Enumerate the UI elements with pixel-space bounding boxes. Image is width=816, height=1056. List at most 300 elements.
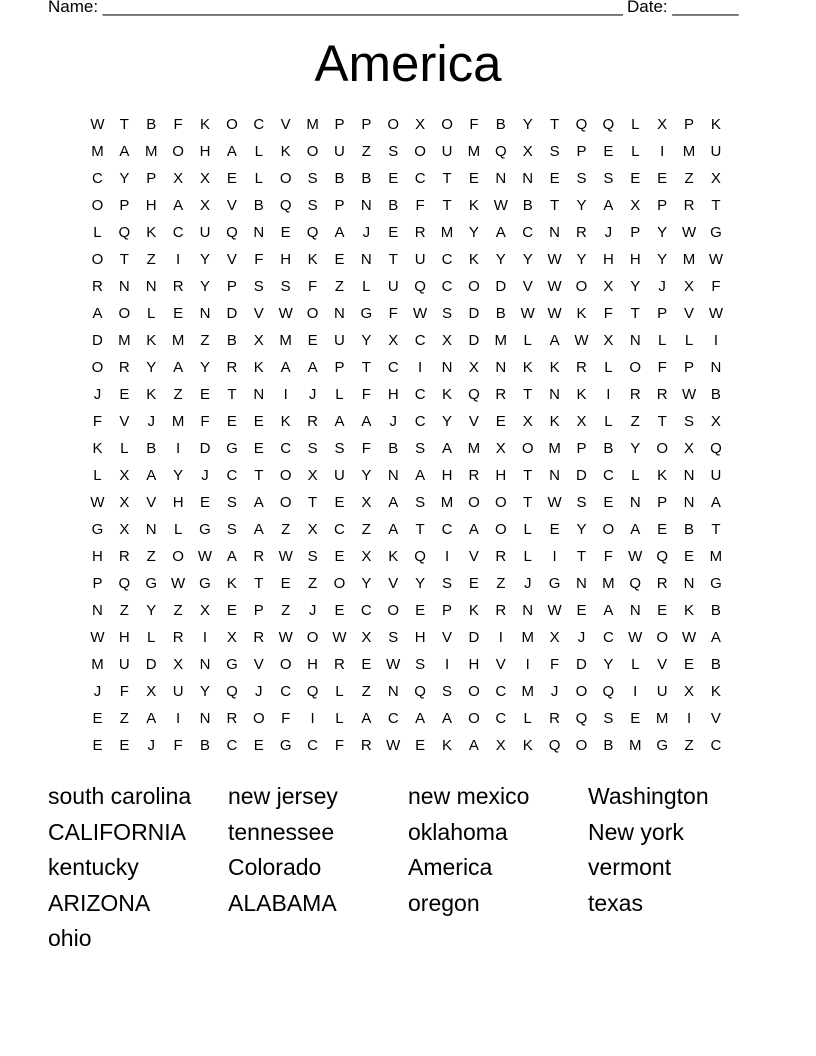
grid-cell: S bbox=[388, 143, 399, 160]
grid-cell: E bbox=[253, 440, 264, 457]
grid-cell: E bbox=[92, 710, 103, 727]
grid-cell: E bbox=[92, 737, 103, 754]
grid-cell: P bbox=[657, 197, 668, 214]
grid-cell: I bbox=[606, 386, 611, 403]
grid-cell: R bbox=[468, 467, 480, 484]
grid-row bbox=[84, 300, 729, 327]
grid-cell: X bbox=[522, 143, 533, 160]
grid-cell: X bbox=[495, 440, 506, 457]
grid-cell: W bbox=[547, 251, 562, 268]
grid-cell: N bbox=[145, 521, 157, 538]
grid-cell: G bbox=[279, 737, 292, 754]
grid-cell: Y bbox=[630, 440, 641, 457]
grid-cell: O bbox=[494, 521, 507, 538]
grid-cell: C bbox=[495, 683, 507, 700]
grid-cell: J bbox=[93, 386, 102, 403]
grid-cell: S bbox=[442, 683, 453, 700]
grid-cell: O bbox=[602, 521, 615, 538]
grid-cell: X bbox=[200, 602, 211, 619]
grid-cell: W bbox=[547, 305, 562, 322]
grid-cell: C bbox=[441, 278, 453, 295]
word-list-item: new jersey bbox=[228, 783, 338, 809]
grid-row bbox=[84, 138, 729, 165]
grid-cell: E bbox=[253, 413, 264, 430]
grid-row bbox=[84, 381, 729, 408]
grid-cell: S bbox=[280, 278, 291, 295]
grid-cell: L bbox=[523, 548, 532, 565]
grid-cell: T bbox=[119, 116, 129, 133]
grid-cell: K bbox=[388, 548, 399, 565]
word-list-item: ohio bbox=[48, 925, 92, 951]
grid-cell: B bbox=[495, 305, 506, 322]
grid-cell: N bbox=[683, 494, 695, 511]
grid-cell: Y bbox=[468, 224, 479, 241]
grid-cell: X bbox=[603, 332, 614, 349]
grid-cell: E bbox=[684, 548, 695, 565]
grid-cell: Q bbox=[414, 548, 426, 565]
grid-cell: T bbox=[523, 386, 533, 403]
grid-cell: E bbox=[495, 413, 506, 430]
grid-cell: K bbox=[468, 602, 479, 619]
grid-row bbox=[84, 192, 729, 219]
grid-cell: Q bbox=[118, 224, 131, 241]
grid-cell: W bbox=[278, 629, 293, 646]
grid-cell: M bbox=[171, 332, 185, 349]
grid-cell: T bbox=[550, 116, 560, 133]
grid-cell: E bbox=[549, 170, 560, 187]
grid-cell: R bbox=[92, 278, 103, 295]
grid-cell: W bbox=[413, 305, 428, 322]
grid-cell: K bbox=[468, 251, 479, 268]
grid-cell: R bbox=[495, 602, 507, 619]
grid-cell: I bbox=[310, 710, 315, 727]
grid-cell: E bbox=[603, 143, 614, 160]
grid-cell: M bbox=[655, 710, 669, 727]
grid-cell: J bbox=[147, 737, 155, 754]
grid-cell: Z bbox=[334, 278, 345, 295]
grid-cell: O bbox=[629, 359, 642, 376]
grid-cell: Y bbox=[576, 521, 587, 538]
grid-cell: M bbox=[521, 629, 534, 646]
grid-cell: B bbox=[710, 386, 721, 403]
grid-cell: T bbox=[711, 197, 721, 214]
grid-cell: E bbox=[253, 737, 264, 754]
grid-cell: E bbox=[549, 521, 560, 538]
grid-cell: G bbox=[199, 575, 211, 592]
grid-cell: R bbox=[307, 413, 318, 430]
grid-cell: W bbox=[681, 386, 697, 403]
grid-cell: F bbox=[92, 413, 103, 430]
grid-cell: Q bbox=[414, 683, 426, 700]
grid-cell: T bbox=[361, 359, 371, 376]
grid-cell: O bbox=[468, 278, 480, 295]
grid-cell: O bbox=[575, 278, 588, 295]
grid-cell: D bbox=[468, 332, 480, 349]
word-list-item: south carolina bbox=[48, 783, 192, 809]
grid-cell: Y bbox=[173, 467, 184, 484]
grid-cell: Z bbox=[146, 548, 156, 565]
grid-cell: V bbox=[146, 494, 157, 511]
grid-cell: F bbox=[657, 359, 667, 376]
grid-cell: Q bbox=[629, 575, 642, 592]
grid-cell: Y bbox=[576, 251, 587, 268]
grid-cell: R bbox=[360, 737, 372, 754]
grid-cell: K bbox=[657, 467, 668, 484]
grid-cell: H bbox=[441, 467, 453, 484]
grid-cell: O bbox=[279, 656, 292, 673]
grid-cell: W bbox=[197, 548, 213, 565]
grid-cell: K bbox=[92, 440, 103, 457]
grid-cell: P bbox=[657, 494, 668, 511]
grid-cell: A bbox=[710, 494, 721, 511]
grid-cell: O bbox=[91, 197, 104, 214]
grid-cell: S bbox=[442, 575, 453, 592]
grid-cell: P bbox=[442, 602, 453, 619]
grid-cell: D bbox=[576, 656, 587, 673]
grid-cell: V bbox=[119, 413, 130, 430]
grid-cell: R bbox=[118, 359, 130, 376]
grid-cell: P bbox=[576, 440, 587, 457]
word-list-item: kentucky bbox=[48, 854, 139, 880]
grid-cell: W bbox=[90, 116, 105, 133]
grid-cell: F bbox=[603, 548, 613, 565]
grid-cell: U bbox=[387, 278, 399, 295]
grid-cell: G bbox=[710, 224, 722, 241]
grid-cell: H bbox=[495, 467, 507, 484]
grid-cell: X bbox=[253, 332, 264, 349]
grid-cell: Z bbox=[684, 170, 694, 187]
grid-cell: N bbox=[92, 602, 103, 619]
grid-cell: U bbox=[334, 143, 345, 160]
grid-cell: I bbox=[202, 629, 208, 646]
grid-cell: E bbox=[226, 602, 237, 619]
grid-cell: B bbox=[226, 332, 237, 349]
grid-cell: F bbox=[281, 710, 291, 727]
grid-cell: P bbox=[361, 116, 372, 133]
grid-cell: O bbox=[468, 710, 480, 727]
grid-cell: X bbox=[119, 494, 130, 511]
grid-cell: I bbox=[444, 548, 450, 565]
grid-cell: H bbox=[280, 251, 292, 268]
grid-cell: X bbox=[200, 170, 211, 187]
grid-cell: C bbox=[280, 440, 292, 457]
grid-cell: A bbox=[468, 737, 479, 754]
grid-cell: M bbox=[279, 332, 292, 349]
grid-cell: T bbox=[630, 305, 640, 322]
grid-cell: A bbox=[442, 710, 453, 727]
grid-row bbox=[84, 354, 729, 381]
grid-cell: W bbox=[386, 656, 401, 673]
grid-cell: X bbox=[388, 332, 399, 349]
grid-cell: N bbox=[199, 710, 211, 727]
grid-cell: R bbox=[226, 359, 238, 376]
grid-cell: Z bbox=[307, 575, 318, 592]
grid-row bbox=[84, 462, 729, 489]
grid-cell: L bbox=[523, 710, 532, 727]
grid-cell: J bbox=[523, 575, 532, 592]
grid-cell: U bbox=[334, 467, 345, 484]
grid-cell: R bbox=[656, 386, 668, 403]
grid-cell: X bbox=[657, 116, 668, 133]
word-list-item: America bbox=[408, 854, 493, 880]
grid-cell: T bbox=[442, 197, 452, 214]
grid-cell: I bbox=[176, 251, 181, 268]
grid-cell: V bbox=[684, 305, 695, 322]
grid-cell: Y bbox=[119, 170, 130, 187]
grid-cell: L bbox=[362, 278, 371, 295]
grid-cell: U bbox=[172, 683, 184, 700]
grid-cell: Z bbox=[119, 710, 129, 727]
grid-cell: E bbox=[657, 521, 668, 538]
grid-row bbox=[84, 705, 729, 732]
grid-cell: A bbox=[388, 521, 399, 538]
grid-cell: F bbox=[550, 656, 560, 673]
grid-cell: O bbox=[306, 629, 319, 646]
grid-cell: B bbox=[710, 602, 721, 619]
grid-cell: Q bbox=[575, 116, 588, 133]
grid-cell: X bbox=[684, 683, 695, 700]
grid-cell: X bbox=[522, 413, 533, 430]
grid-cell: G bbox=[548, 575, 561, 592]
grid-cell: K bbox=[442, 386, 453, 403]
grid-cell: F bbox=[173, 737, 183, 754]
grid-cell: W bbox=[708, 251, 724, 268]
grid-cell: L bbox=[631, 143, 640, 160]
word-list-item: tennessee bbox=[228, 818, 335, 845]
grid-cell: T bbox=[415, 521, 425, 538]
grid-cell: P bbox=[576, 143, 587, 160]
grid-cell: W bbox=[574, 332, 589, 349]
grid-cell: Z bbox=[200, 332, 210, 349]
grid-cell: X bbox=[684, 278, 695, 295]
grid-cell: S bbox=[603, 170, 614, 187]
grid-cell: X bbox=[146, 683, 157, 700]
grid-row bbox=[84, 651, 729, 678]
word-list-item: oregon bbox=[408, 889, 480, 916]
grid-cell: O bbox=[279, 170, 292, 187]
word-list-item: New york bbox=[588, 818, 684, 845]
grid-cell: K bbox=[576, 386, 587, 403]
grid-cell: F bbox=[361, 386, 371, 403]
grid-cell: G bbox=[226, 656, 238, 673]
grid-cell: K bbox=[253, 359, 264, 376]
grid-cell: C bbox=[387, 359, 399, 376]
grid-cell: D bbox=[576, 467, 587, 484]
grid-cell: E bbox=[334, 494, 345, 511]
grid-cell: A bbox=[415, 467, 426, 484]
grid-cell: E bbox=[226, 413, 237, 430]
grid-cell: P bbox=[334, 116, 345, 133]
grid-cell: B bbox=[146, 440, 157, 457]
grid-cell: T bbox=[657, 413, 667, 430]
grid-cell: P bbox=[684, 359, 695, 376]
grid-cell: C bbox=[414, 170, 426, 187]
grid-cell: O bbox=[521, 440, 534, 457]
grid-cell: N bbox=[629, 494, 641, 511]
grid-cell: M bbox=[548, 440, 561, 457]
grid-cell: E bbox=[657, 602, 668, 619]
grid-cell: I bbox=[444, 656, 450, 673]
grid-cell: J bbox=[362, 224, 371, 241]
grid-cell: G bbox=[145, 575, 158, 592]
grid-cell: Q bbox=[710, 440, 722, 457]
grid-cell: E bbox=[415, 602, 426, 619]
grid-row bbox=[84, 678, 729, 705]
grid-cell: K bbox=[684, 602, 695, 619]
grid-cell: V bbox=[468, 413, 479, 430]
grid-cell: W bbox=[278, 305, 293, 322]
grid-cell: X bbox=[684, 440, 695, 457]
letter-grid bbox=[84, 111, 729, 759]
grid-cell: C bbox=[414, 332, 426, 349]
grid-cell: F bbox=[307, 278, 318, 295]
grid-cell: R bbox=[334, 656, 345, 673]
grid-cell: H bbox=[468, 656, 480, 673]
grid-cell: L bbox=[254, 143, 263, 160]
grid-cell: C bbox=[307, 737, 318, 754]
grid-cell: K bbox=[522, 737, 533, 754]
grid-cell: Y bbox=[146, 602, 157, 619]
grid-cell: V bbox=[522, 278, 533, 295]
grid-cell: F bbox=[415, 197, 425, 214]
grid-cell: N bbox=[360, 197, 372, 214]
grid-cell: O bbox=[494, 494, 507, 511]
grid-cell: O bbox=[656, 440, 668, 457]
grid-cell: T bbox=[388, 251, 398, 268]
grid-cell: U bbox=[441, 143, 453, 160]
grid-cell: I bbox=[418, 359, 423, 376]
grid-cell: F bbox=[361, 440, 371, 457]
grid-cell: R bbox=[253, 548, 265, 565]
grid-cell: M bbox=[171, 413, 185, 430]
grid-cell: Z bbox=[281, 602, 291, 619]
grid-cell: R bbox=[576, 224, 587, 241]
grid-cell: U bbox=[710, 467, 722, 484]
grid-cell: T bbox=[523, 494, 533, 511]
grid-cell: S bbox=[603, 710, 614, 727]
grid-cell: N bbox=[629, 602, 641, 619]
grid-cell: V bbox=[468, 548, 479, 565]
grid-cell: D bbox=[199, 440, 211, 457]
grid-cell: X bbox=[226, 629, 237, 646]
grid-cell: U bbox=[656, 683, 668, 700]
grid-cell: T bbox=[576, 548, 587, 565]
grid-cell: E bbox=[226, 170, 237, 187]
grid-cell: F bbox=[711, 278, 721, 295]
grid-cell: F bbox=[200, 413, 210, 430]
grid-cell: L bbox=[631, 467, 640, 484]
grid-cell: Q bbox=[602, 116, 615, 133]
grid-cell: E bbox=[684, 656, 695, 673]
grid-cell: P bbox=[684, 116, 695, 133]
grid-cell: V bbox=[253, 305, 264, 322]
grid-cell: R bbox=[226, 710, 238, 727]
grid-cell: S bbox=[415, 494, 426, 511]
grid-cell: B bbox=[710, 656, 721, 673]
grid-cell: Q bbox=[656, 548, 668, 565]
grid-cell: S bbox=[226, 494, 237, 511]
grid-cell: N bbox=[253, 386, 265, 403]
grid-cell: N bbox=[522, 602, 534, 619]
grid-cell: X bbox=[173, 170, 184, 187]
grid-cell: F bbox=[119, 683, 129, 700]
grid-cell: Q bbox=[226, 224, 238, 241]
grid-cell: B bbox=[603, 440, 614, 457]
name-field-label: Name: _______________________________________________________ bbox=[48, 0, 623, 16]
grid-cell: Z bbox=[281, 521, 291, 538]
grid-cell: X bbox=[361, 494, 372, 511]
grid-cell: N bbox=[522, 170, 534, 187]
grid-cell: I bbox=[498, 629, 503, 646]
grid-cell: S bbox=[684, 413, 695, 430]
grid-cell: P bbox=[630, 224, 641, 241]
grid-cell: K bbox=[442, 737, 453, 754]
grid-cell: O bbox=[226, 116, 238, 133]
grid-cell: J bbox=[389, 413, 397, 430]
grid-cell: P bbox=[657, 305, 668, 322]
grid-cell: W bbox=[628, 548, 643, 565]
grid-cell: I bbox=[283, 386, 288, 403]
grid-cell: L bbox=[147, 629, 156, 646]
grid-cell: E bbox=[119, 386, 130, 403]
grid-cell: L bbox=[173, 521, 183, 538]
grid-cell: H bbox=[602, 251, 614, 268]
grid-cell: Q bbox=[414, 278, 426, 295]
grid-row bbox=[84, 327, 729, 354]
grid-cell: V bbox=[442, 629, 453, 646]
grid-cell: A bbox=[468, 521, 479, 538]
grid-cell: M bbox=[440, 494, 454, 511]
grid-cell: N bbox=[199, 305, 211, 322]
grid-cell: L bbox=[523, 332, 532, 349]
grid-cell: R bbox=[576, 359, 587, 376]
grid-row bbox=[84, 516, 729, 543]
grid-cell: W bbox=[386, 737, 401, 754]
grid-cell: L bbox=[335, 683, 344, 700]
grid-cell: L bbox=[335, 710, 344, 727]
grid-cell: D bbox=[92, 332, 103, 349]
grid-cell: Y bbox=[146, 359, 157, 376]
grid-cell: H bbox=[629, 251, 641, 268]
grid-cell: S bbox=[415, 440, 426, 457]
grid-cell: N bbox=[683, 467, 695, 484]
grid-cell: A bbox=[253, 521, 264, 538]
grid-cell: L bbox=[657, 332, 667, 349]
grid-cell: T bbox=[550, 197, 560, 214]
grid-cell: A bbox=[603, 602, 614, 619]
grid-cell: E bbox=[173, 305, 184, 322]
grid-cell: Y bbox=[522, 116, 533, 133]
grid-cell: S bbox=[334, 440, 345, 457]
grid-cell: H bbox=[92, 548, 103, 565]
grid-cell: K bbox=[522, 359, 533, 376]
grid-cell: Y bbox=[415, 575, 426, 592]
grid-cell: K bbox=[576, 305, 587, 322]
grid-cell: L bbox=[631, 116, 640, 133]
grid-cell: Y bbox=[576, 197, 587, 214]
grid-cell: E bbox=[388, 224, 399, 241]
grid-cell: W bbox=[708, 305, 724, 322]
grid-cell: C bbox=[441, 521, 453, 538]
grid-cell: K bbox=[468, 197, 479, 214]
grid-cell: E bbox=[576, 602, 587, 619]
grid-cell: A bbox=[173, 197, 184, 214]
grid-cell: Y bbox=[200, 278, 211, 295]
grid-cell: D bbox=[468, 305, 480, 322]
grid-cell: A bbox=[630, 521, 641, 538]
grid-cell: Z bbox=[146, 251, 156, 268]
grid-cell: X bbox=[603, 278, 614, 295]
